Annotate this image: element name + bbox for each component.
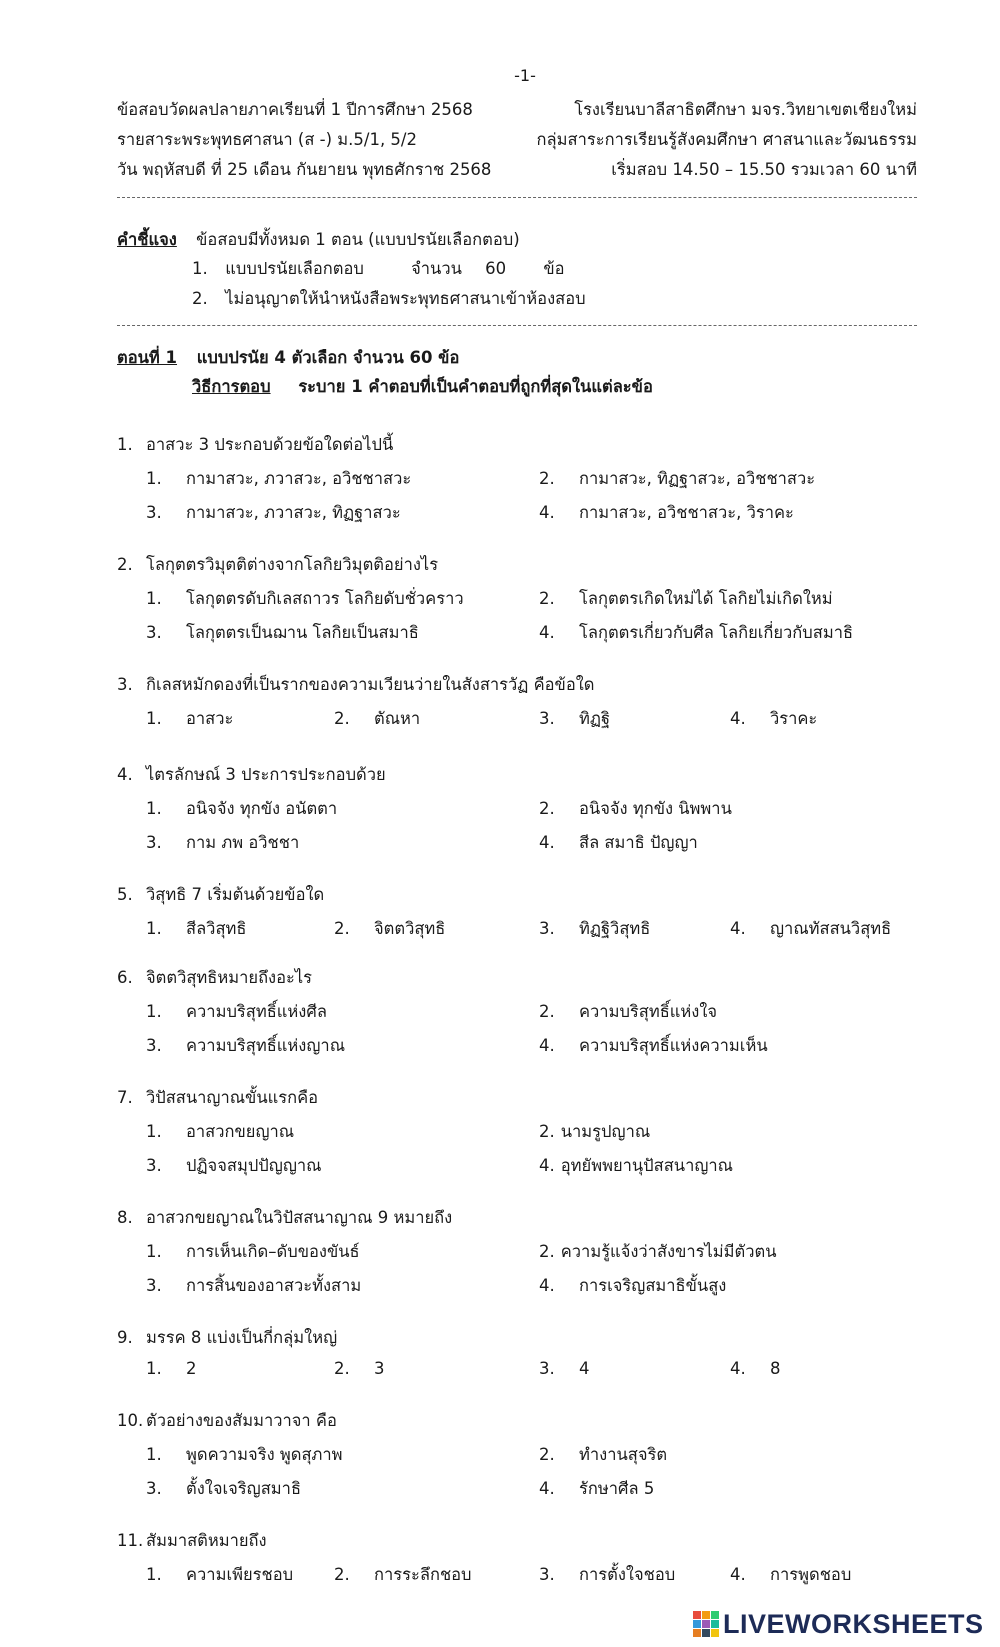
question-text: สัมมาสติหมายถึง — [146, 1531, 267, 1550]
answer-option[interactable] — [539, 1442, 667, 1468]
question-stem — [117, 1205, 452, 1231]
option-text: การเห็นเกิด–ดับของขันธ์ — [186, 1242, 360, 1261]
option-text: กามาสวะ, ภวาสวะ, อวิชชาสวะ — [186, 469, 412, 488]
instructions-text: ข้อสอบมีทั้งหมด 1 ตอน (แบบปรนัยเลือกตอบ) — [196, 230, 520, 249]
question-text: อาสวะ 3 ประกอบด้วยข้อใดต่อไปนี้ — [146, 435, 394, 454]
option-text: กามาสวะ, ภวาสวะ, ทิฏฐาสวะ — [186, 503, 401, 522]
option-text: สีล สมาธิ ปัญญา — [579, 833, 698, 852]
option-text: อาสวกขยญาณ — [186, 1122, 295, 1141]
header-row — [117, 127, 917, 155]
header-right: โรงเรียนบาลีสาธิตศึกษา มจร.วิทยาเขตเชียงใหม่ — [574, 100, 917, 119]
answer-option[interactable] — [539, 500, 794, 526]
option-number: 2. — [334, 709, 350, 728]
answer-option[interactable] — [539, 620, 853, 646]
option-text: สีลวิสุทธิ — [186, 919, 247, 938]
logo-square — [702, 1629, 710, 1637]
method-text: ระบาย 1 คำตอบที่เป็นคำตอบที่ถูกที่สุดในแต่ละข้อ — [298, 377, 653, 396]
logo-square — [702, 1611, 710, 1619]
option-number: 1. — [146, 1359, 162, 1378]
option-text: โลกุตตรเป็นฌาน โลกิยเป็นสมาธิ — [186, 623, 419, 642]
logo-square — [711, 1611, 719, 1619]
option-text: การสิ้นของอาสวะทั้งสาม — [186, 1276, 362, 1295]
option-text: ญาณทัสสนวิสุทธิ — [770, 919, 892, 938]
answer-option[interactable] — [539, 916, 650, 942]
answer-option[interactable] — [539, 1273, 726, 1299]
answer-option[interactable] — [146, 830, 299, 856]
answer-option[interactable] — [539, 1153, 733, 1179]
answer-option[interactable] — [539, 466, 815, 492]
logo-square — [711, 1629, 719, 1637]
option-number: 4. — [730, 919, 746, 938]
option-text: ตั้งใจเจริญสมาธิ — [186, 1479, 302, 1498]
answer-option[interactable] — [539, 706, 610, 732]
option-number: 3. — [539, 919, 555, 938]
option-text: กามาสวะ, ทิฏฐาสวะ, อวิชชาสวะ — [579, 469, 816, 488]
question-number: 7. — [117, 1088, 133, 1107]
answer-option[interactable] — [146, 1119, 294, 1145]
option-number: 4. — [539, 1479, 555, 1498]
option-text: 2 — [186, 1359, 197, 1378]
option-text: 3 — [374, 1359, 385, 1378]
option-text: อนิจจัง ทุกขัง อนัตตา — [186, 799, 338, 818]
option-text: การระลึกชอบ — [374, 1565, 472, 1584]
answer-option[interactable] — [539, 586, 833, 612]
option-number: 2. — [334, 1359, 350, 1378]
option-number: 4. — [539, 623, 555, 642]
question-stem — [117, 965, 312, 991]
option-number: 1. — [146, 919, 162, 938]
answer-option[interactable] — [146, 1476, 301, 1502]
option-number: 3. — [146, 1156, 162, 1175]
answer-option[interactable] — [539, 1239, 777, 1265]
option-number: 4. — [730, 1359, 746, 1378]
answer-option[interactable] — [146, 1239, 360, 1265]
answer-option[interactable] — [146, 1033, 345, 1059]
answer-option[interactable] — [334, 916, 445, 942]
logo-square — [693, 1620, 701, 1628]
option-text: รักษาศีล 5 — [579, 1479, 655, 1498]
option-text: ความบริสุทธิ์แห่งใจ — [579, 1002, 718, 1021]
question-number: 2. — [117, 555, 133, 574]
instruction-item: 2. ไม่อนุญาตให้นำหนังสือพระพุทธศาสนาเข้าห้องสอบ — [192, 289, 586, 308]
question-number: 3. — [117, 675, 133, 694]
option-number: 1. — [146, 1002, 162, 1021]
option-number: 4. — [730, 709, 746, 728]
question-text: กิเลสหมักดองที่เป็นรากของความเวียนว่ายในสังสารวัฏ คือข้อใด — [146, 675, 595, 694]
option-text: ปฏิจจสมุปปัญญาณ — [186, 1156, 322, 1175]
question-stem — [117, 882, 324, 908]
option-text: พูดความจริง พูดสุภาพ — [186, 1445, 343, 1464]
logo-square — [711, 1620, 719, 1628]
option-number: 4. — [539, 1156, 555, 1175]
question-text: ตัวอย่างของสัมมาวาจา คือ — [146, 1411, 337, 1430]
header-right: เริ่มสอบ 14.50 – 15.50 รวมเวลา 60 นาที — [611, 160, 917, 179]
option-number: 1. — [146, 1565, 162, 1584]
option-text: โลกุตตรดับกิเลสถาวร โลกิยดับชั่วคราว — [186, 589, 464, 608]
option-text: อาสวะ — [186, 709, 234, 728]
option-number: 2. — [539, 1242, 555, 1261]
option-text: ความรู้แจ้งว่าสังขารไม่มีตัวตน — [560, 1242, 777, 1261]
answer-option[interactable] — [146, 916, 246, 942]
answer-option[interactable] — [146, 706, 233, 732]
option-text: กามาสวะ, อวิชชาสวะ, วิราคะ — [579, 503, 794, 522]
option-number: 3. — [146, 623, 162, 642]
instructions-label: คำชี้แจง — [117, 230, 177, 249]
option-number: 1. — [146, 1122, 162, 1141]
answer-option[interactable] — [146, 999, 327, 1025]
question-text: อาสวกขยญาณในวิปัสสนาญาณ 9 หมายถึง — [146, 1208, 453, 1227]
header-left: วัน พฤหัสบดี ที่ 25 เดือน กันยายน พุทธศักราช 2568 — [117, 160, 492, 179]
logo-square — [702, 1620, 710, 1628]
answer-option[interactable] — [146, 1153, 321, 1179]
question-number: 10. — [117, 1411, 144, 1430]
answer-option[interactable] — [539, 1033, 768, 1059]
option-number: 4. — [730, 1565, 746, 1584]
option-text: การพูดชอบ — [770, 1565, 852, 1584]
divider — [117, 325, 917, 326]
answer-option[interactable] — [146, 586, 464, 612]
option-number: 2. — [539, 1122, 555, 1141]
header-left: รายสาระพระพุทธศาสนา (ส -) ม.5/1, 5/2 — [117, 130, 417, 149]
answer-option[interactable] — [539, 1359, 590, 1378]
logo-square — [693, 1611, 701, 1619]
option-number: 4. — [539, 1276, 555, 1295]
option-text: อนิจจัง ทุกขัง นิพพาน — [579, 799, 732, 818]
answer-option[interactable] — [146, 466, 411, 492]
option-number: 2. — [539, 1445, 555, 1464]
question-text: วิปัสสนาญาณขั้นแรกคือ — [146, 1088, 319, 1107]
option-text: 8 — [770, 1359, 781, 1378]
option-text: ความบริสุทธิ์แห่งญาณ — [186, 1036, 345, 1055]
question-stem — [117, 1085, 318, 1111]
option-number: 3. — [146, 833, 162, 852]
question-text: ไตรลักษณ์ 3 ประการประกอบด้วย — [146, 765, 386, 784]
question-stem — [117, 1325, 337, 1351]
question-number: 9. — [117, 1328, 133, 1347]
option-number: 4. — [539, 833, 555, 852]
option-text: ตัณหา — [374, 709, 421, 728]
instruction-item: 1. แบบปรนัยเลือกตอบ จำนวน 60 ข้อ — [192, 259, 565, 278]
page-number: -1- — [514, 66, 536, 85]
option-number: 2. — [334, 1565, 350, 1584]
answer-option[interactable] — [146, 796, 337, 822]
option-number: 2. — [334, 919, 350, 938]
answer-option[interactable] — [539, 999, 717, 1025]
answer-option[interactable] — [730, 706, 817, 732]
question-number: 6. — [117, 968, 133, 987]
answer-option[interactable] — [146, 1442, 343, 1468]
part-label: ตอนที่ 1 — [117, 348, 178, 367]
option-number: 1. — [146, 1445, 162, 1464]
answer-option[interactable] — [730, 1562, 851, 1588]
option-text: โลกุตตรเกี่ยวกับศีล โลกิยเกี่ยวกับสมาธิ — [579, 623, 854, 642]
answer-option[interactable] — [539, 1562, 675, 1588]
header-right: กลุ่มสาระการเรียนรู้สังคมศึกษา ศาสนาและวัฒนธรรม — [536, 130, 917, 149]
option-number: 1. — [146, 589, 162, 608]
option-number: 3. — [539, 1565, 555, 1584]
logo-icon — [693, 1611, 719, 1637]
option-text: โลกุตตรเกิดใหม่ได้ โลกิยไม่เกิดใหม่ — [579, 589, 833, 608]
answer-option[interactable] — [146, 620, 419, 646]
option-text: จิตตวิสุทธิ — [374, 919, 446, 938]
answer-option[interactable] — [146, 500, 401, 526]
header-left: ข้อสอบวัดผลปลายภาคเรียนที่ 1 ปีการศึกษา 2568 — [117, 100, 473, 119]
option-number: 2. — [539, 799, 555, 818]
question-number: 1. — [117, 435, 133, 454]
question-stem — [117, 1528, 267, 1554]
answer-option[interactable] — [334, 1562, 472, 1588]
option-text: ทิฏฐิ — [579, 709, 611, 728]
option-text: วิราคะ — [770, 709, 818, 728]
option-number: 3. — [146, 1479, 162, 1498]
answer-option[interactable] — [730, 1359, 781, 1378]
header-row — [117, 157, 917, 185]
question-number: 5. — [117, 885, 133, 904]
option-text: กาม ภพ อวิชชา — [186, 833, 300, 852]
answer-option[interactable] — [539, 796, 732, 822]
question-text: มรรค 8 แบ่งเป็นกี่กลุ่มใหญ่ — [146, 1328, 338, 1347]
option-text: ความบริสุทธิ์แห่งศีล — [186, 1002, 327, 1021]
liveworksheets-logo — [693, 1609, 984, 1639]
option-number: 3. — [146, 1036, 162, 1055]
option-number: 2. — [539, 589, 555, 608]
option-text: อุทยัพพยานุปัสสนาญาณ — [560, 1156, 733, 1175]
question-text: โลกุตตรวิมุตติต่างจากโลกิยวิมุตติอย่างไร — [146, 555, 439, 574]
part-title: แบบปรนัย 4 ตัวเลือก จำนวน 60 ข้อ — [196, 348, 460, 367]
option-text: ทำงานสุจริต — [579, 1445, 668, 1464]
option-number: 1. — [146, 469, 162, 488]
answer-option[interactable] — [146, 1562, 293, 1588]
option-text: การเจริญสมาธิขั้นสูง — [579, 1276, 727, 1295]
option-number: 2. — [539, 1002, 555, 1021]
question-stem — [117, 432, 393, 458]
answer-option[interactable] — [334, 706, 420, 732]
option-number: 1. — [146, 799, 162, 818]
answer-option[interactable] — [146, 1359, 197, 1378]
option-number: 1. — [146, 709, 162, 728]
question-text: จิตตวิสุทธิหมายถึงอะไร — [146, 968, 313, 987]
option-number: 2. — [539, 469, 555, 488]
answer-option[interactable] — [334, 1359, 385, 1378]
option-number: 1. — [146, 1242, 162, 1261]
method-label: วิธีการตอบ — [192, 377, 271, 396]
option-number: 3. — [146, 503, 162, 522]
question-stem — [117, 552, 438, 578]
option-number: 3. — [146, 1276, 162, 1295]
answer-option[interactable] — [146, 1273, 361, 1299]
header-row — [117, 97, 917, 125]
option-text: 4 — [579, 1359, 590, 1378]
option-text: นามรูปญาณ — [560, 1122, 651, 1141]
question-number: 8. — [117, 1208, 133, 1227]
option-text: ทิฏฐิวิสุทธิ — [579, 919, 651, 938]
question-number: 11. — [117, 1531, 144, 1550]
answer-option[interactable] — [539, 830, 698, 856]
question-stem — [117, 1408, 337, 1434]
question-stem — [117, 762, 386, 788]
answer-option[interactable] — [539, 1119, 650, 1145]
divider — [117, 197, 917, 198]
option-number: 3. — [539, 1359, 555, 1378]
option-text: ความเพียรชอบ — [186, 1565, 294, 1584]
option-text: การตั้งใจชอบ — [579, 1565, 676, 1584]
logo-text: LIVEWORKSHEETS — [723, 1608, 984, 1639]
option-number: 3. — [539, 709, 555, 728]
answer-option[interactable] — [730, 916, 891, 942]
question-number: 4. — [117, 765, 133, 784]
question-text: วิสุทธิ 7 เริ่มต้นด้วยข้อใด — [146, 885, 325, 904]
option-text: ความบริสุทธิ์แห่งความเห็น — [579, 1036, 768, 1055]
option-number: 4. — [539, 503, 555, 522]
answer-option[interactable] — [539, 1476, 654, 1502]
logo-square — [693, 1629, 701, 1637]
option-number: 4. — [539, 1036, 555, 1055]
question-stem — [117, 672, 595, 698]
